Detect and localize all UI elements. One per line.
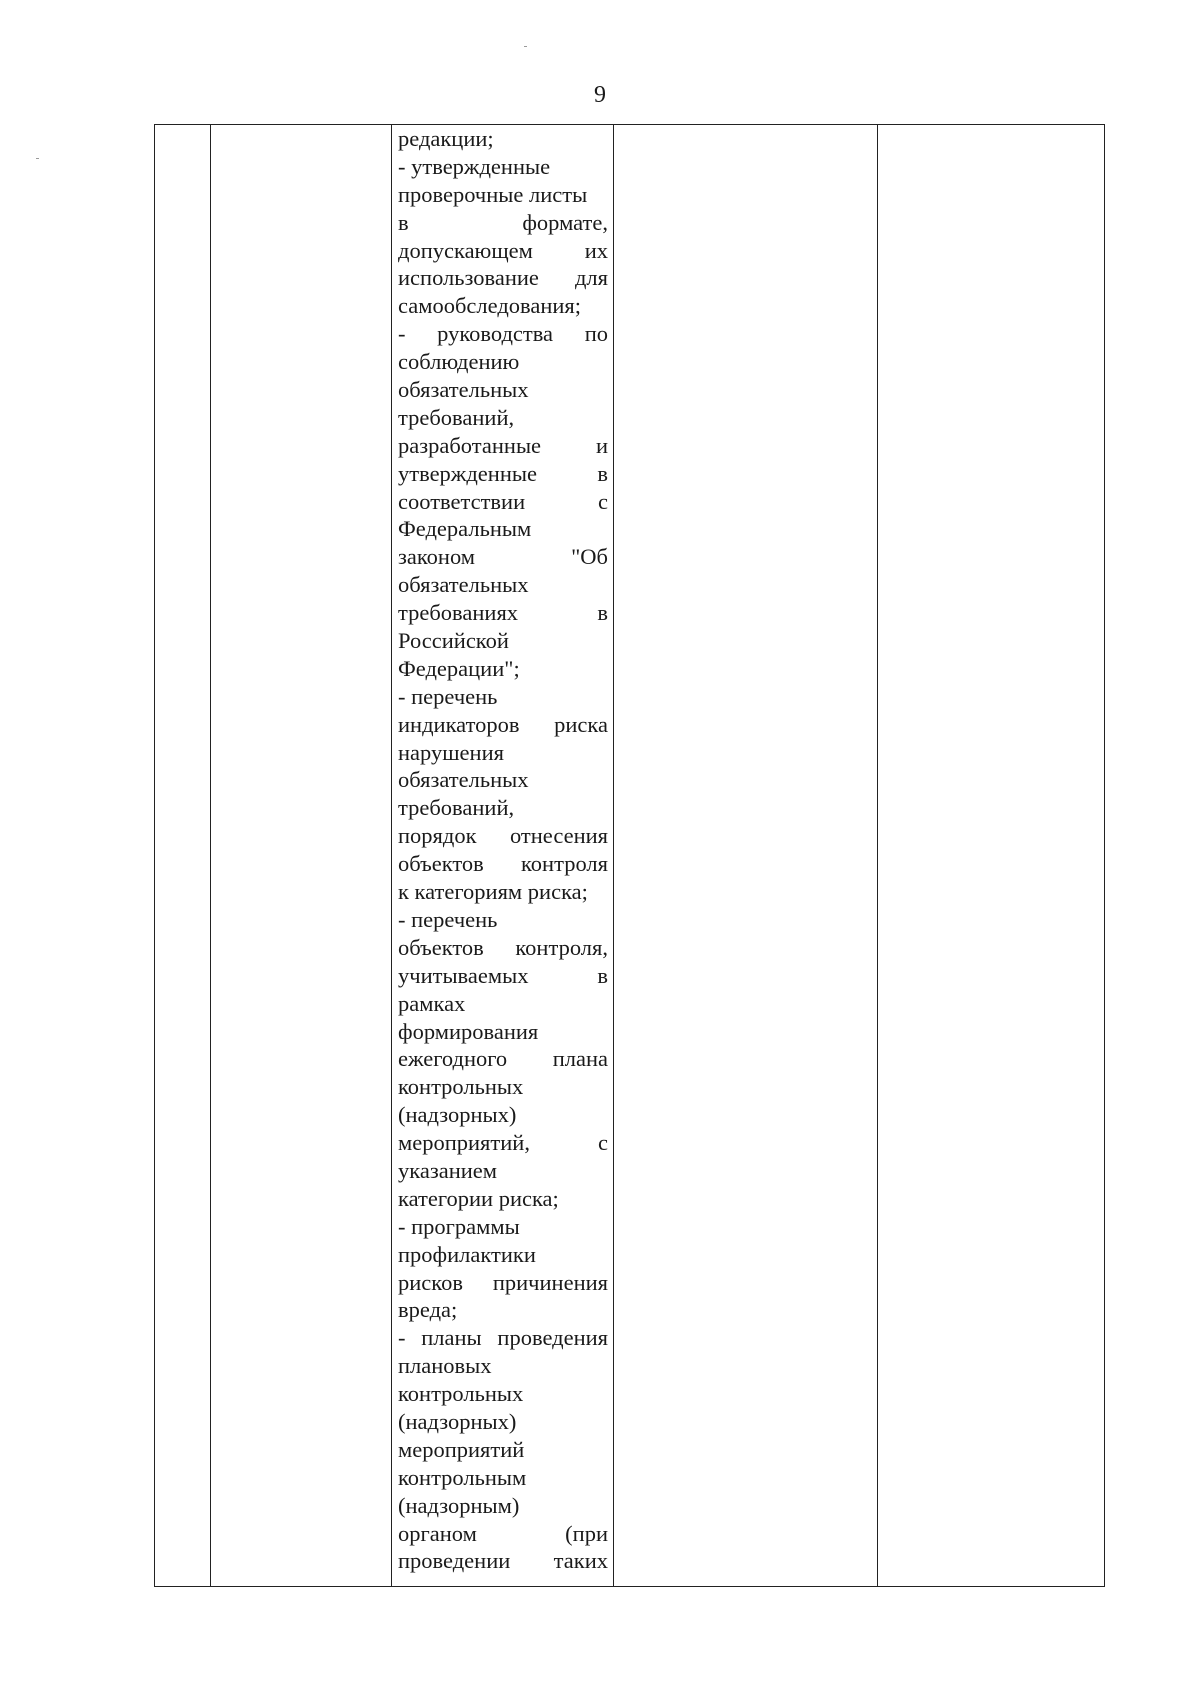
cell-text-line: разработанные и bbox=[398, 432, 608, 458]
page-number: 9 bbox=[594, 82, 606, 108]
cell-text-line: - перечень bbox=[398, 683, 498, 709]
cell-text-line: объектов контроля, bbox=[398, 934, 608, 960]
cell-text-line: законом "Об bbox=[398, 544, 608, 570]
cell-text-line: профилактики bbox=[398, 1241, 536, 1267]
cell-text-line: контрольным bbox=[398, 1464, 527, 1490]
document-table bbox=[154, 124, 1105, 1587]
scan-speck bbox=[524, 46, 527, 47]
column-divider bbox=[210, 125, 211, 1586]
column-divider bbox=[877, 125, 878, 1586]
cell-text-line: органом (при bbox=[398, 1520, 608, 1546]
cell-text-line: индикаторов риска bbox=[398, 711, 608, 737]
cell-text-line: нарушения bbox=[398, 739, 504, 765]
cell-text-line: требований, bbox=[398, 404, 515, 430]
cell-text-line: требований, bbox=[398, 795, 515, 821]
cell-text-line: (надзорных) bbox=[398, 1102, 517, 1128]
cell-text-line: обязательных bbox=[398, 767, 529, 793]
cell-text-line: утвержденные в bbox=[398, 460, 608, 486]
column-divider bbox=[391, 125, 392, 1586]
cell-text-line: порядок отнесения bbox=[398, 823, 608, 849]
cell-text-line: - перечень bbox=[398, 906, 498, 932]
cell-text-line: мероприятий, с bbox=[398, 1130, 608, 1156]
cell-text-line: (надзорным) bbox=[398, 1492, 520, 1518]
cell-text-line: указанием bbox=[398, 1157, 498, 1183]
cell-text-line: рамках bbox=[398, 990, 466, 1016]
cell-text-line: формирования bbox=[398, 1018, 539, 1044]
cell-text-line: обязательных bbox=[398, 572, 529, 598]
cell-text-line: контрольных bbox=[398, 1381, 524, 1407]
cell-text-line: - планы проведения bbox=[398, 1325, 608, 1351]
cell-text-line: рисков причинения bbox=[398, 1269, 608, 1295]
cell-text-line: допускающем их bbox=[398, 237, 608, 263]
cell-text-line: редакции; bbox=[398, 126, 494, 151]
scan-speck bbox=[36, 158, 39, 159]
cell-text-line: - программы bbox=[398, 1213, 520, 1239]
cell-text-line: вреда; bbox=[398, 1297, 458, 1323]
cell-text-line: категории риска; bbox=[398, 1185, 559, 1211]
cell-text-line: использование для bbox=[398, 265, 608, 291]
cell-text-line: соблюдению bbox=[398, 349, 520, 375]
cell-text-line: мероприятий bbox=[398, 1436, 525, 1462]
cell-text-line: в формате, bbox=[398, 209, 608, 235]
cell-text-line: самообследования; bbox=[398, 293, 582, 319]
cell-text-line: Российской bbox=[398, 628, 509, 654]
cell-text-line: проверочные листы bbox=[398, 181, 588, 207]
column-divider bbox=[613, 125, 614, 1586]
cell-text-line: ежегодного плана bbox=[398, 1046, 608, 1072]
table-cell-text bbox=[398, 125, 608, 1575]
cell-text-line: к категориям риска; bbox=[398, 879, 588, 905]
cell-text-line: Федеральным bbox=[398, 516, 532, 542]
cell-text-line: (надзорных) bbox=[398, 1408, 517, 1434]
cell-text-line: обязательных bbox=[398, 377, 529, 403]
cell-text-line: контрольных bbox=[398, 1074, 524, 1100]
cell-text-line: соответствии с bbox=[398, 488, 608, 514]
cell-text-line: плановых bbox=[398, 1353, 492, 1379]
cell-text-line: проведении таких bbox=[398, 1548, 608, 1574]
cell-text-line: объектов контроля bbox=[398, 851, 608, 877]
cell-text-line: требованиях в bbox=[398, 600, 608, 626]
cell-text-line: - утвержденные bbox=[398, 153, 551, 179]
cell-text-line: - руководства по bbox=[398, 321, 608, 347]
cell-text-line: учитываемых в bbox=[398, 962, 608, 988]
cell-text-line: Федерации"; bbox=[398, 655, 520, 681]
